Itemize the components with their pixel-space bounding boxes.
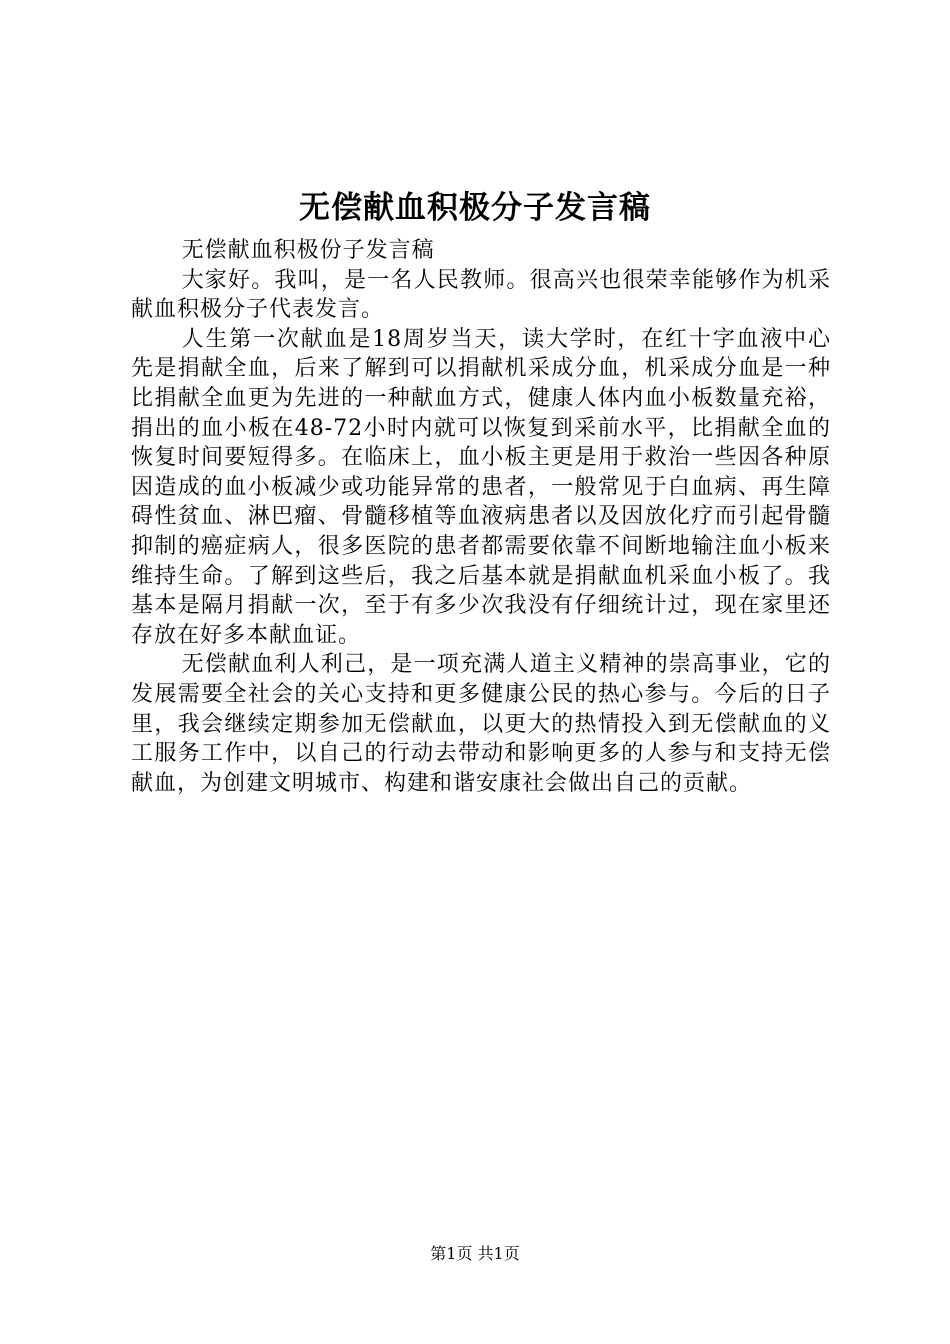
page-footer: 第1页 共1页 bbox=[430, 1244, 520, 1263]
body-paragraph-greeting: 大家好。我叫，是一名人民教师。很高兴也很荣幸能够作为机采献血积极分子代表发言。 bbox=[131, 267, 831, 323]
document-title: 无偿献血积极分子发言稿 bbox=[299, 190, 651, 226]
body-paragraph-experience: 人生第一次献血是18周岁当天，读大学时，在红十字血液中心先是捐献全血，后来了解到可以捐献机采成分血，机采成分血是一种比捐献全血更为先进的一种献血方式，健康人体内血小板数量充裕，捐出的血小板在48-72小时内就可以恢复到采前水平，比捐献全血的恢复时间要短得多。在临床上，血小板主更是用于救治一些因各种原因造成的血小板减少或功能异常的患者，一般常见于白血病、再生障碍性贫血、淋巴瘤、骨髓移植等血液病患者以及因放化疗而引起骨髓抑制的癌症病人，很多医院的患者都需要依靠不间断地输注血小板来维持生命。了解到这些后，我之后基本就是捐献血机采血小板了。我基本是隔月捐献一次，至于有多少次我没有仔细统计过，现在家里还存放在好多本献血证。 bbox=[131, 326, 831, 648]
document-body bbox=[131, 236, 831, 798]
body-paragraph-conclusion: 无偿献血利人利己，是一项充满人道主义精神的崇高事业，它的发展需要全社会的关心支持和更多健康公民的热心参与。今后的日子里，我会继续定期参加无偿献血，以更大的热情投入到无偿献血的义工服务工作中，以自己的行动去带动和影响更多的人参与和支持无偿献血，为创建文明城市、构建和谐安康社会做出自己的贡献。 bbox=[131, 652, 831, 796]
body-paragraph-subtitle: 无偿献血积极份子发言稿 bbox=[181, 238, 435, 263]
